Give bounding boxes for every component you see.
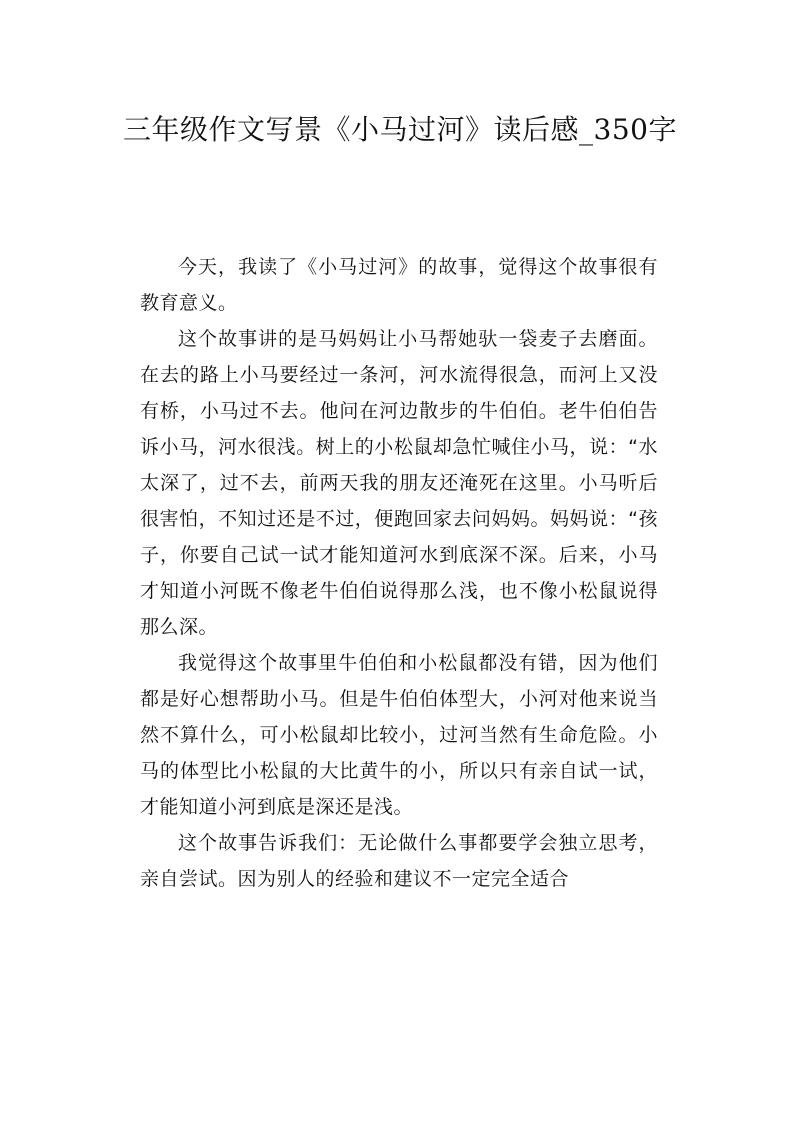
paragraph: 我觉得这个故事里牛伯伯和小松鼠都没有错，因为他们都是好心想帮助小马。但是牛伯伯体型大，小河对他来说当然不算什么，可小松鼠却比较小，过河当然有生命危险。小马的体型比小松鼠的大比黄牛的小，所以只有亲自试一试，才能知道小河到底是深还是浅。 <box>140 652 658 818</box>
paragraph: 这个故事讲的是马妈妈让小马帮她驮一袋麦子去磨面。在去的路上小马要经过一条河，河水流得很急，而河上又没有桥，小马过不去。他问在河边散步的牛伯伯。老牛伯伯告诉小马，河水很浅。树上的小松鼠却急忙喊住小马，说：“水太深了，过不去，前两天我的朋友还淹死在这里。小马听后很害怕，不知过还是不过，便跑回家去问妈妈。妈妈说：“孩子，你要自己试一试才能知道河水到底深不深。后来，小马才知道小河既不像老牛伯伯说得那么浅，也不像小松鼠说得那么深。 <box>140 328 658 638</box>
paragraph: 这个故事告诉我们：无论做什么事都要学会独立思考，亲自尝试。因为别人的经验和建议不一定完全适合 <box>140 832 658 890</box>
paragraph: 今天，我读了《小马过河》的故事，觉得这个故事很有教育意义。 <box>140 256 658 314</box>
document-title: 三年级作文写景《小马过河》读后感_350字 <box>123 113 677 146</box>
document-body <box>140 249 658 897</box>
